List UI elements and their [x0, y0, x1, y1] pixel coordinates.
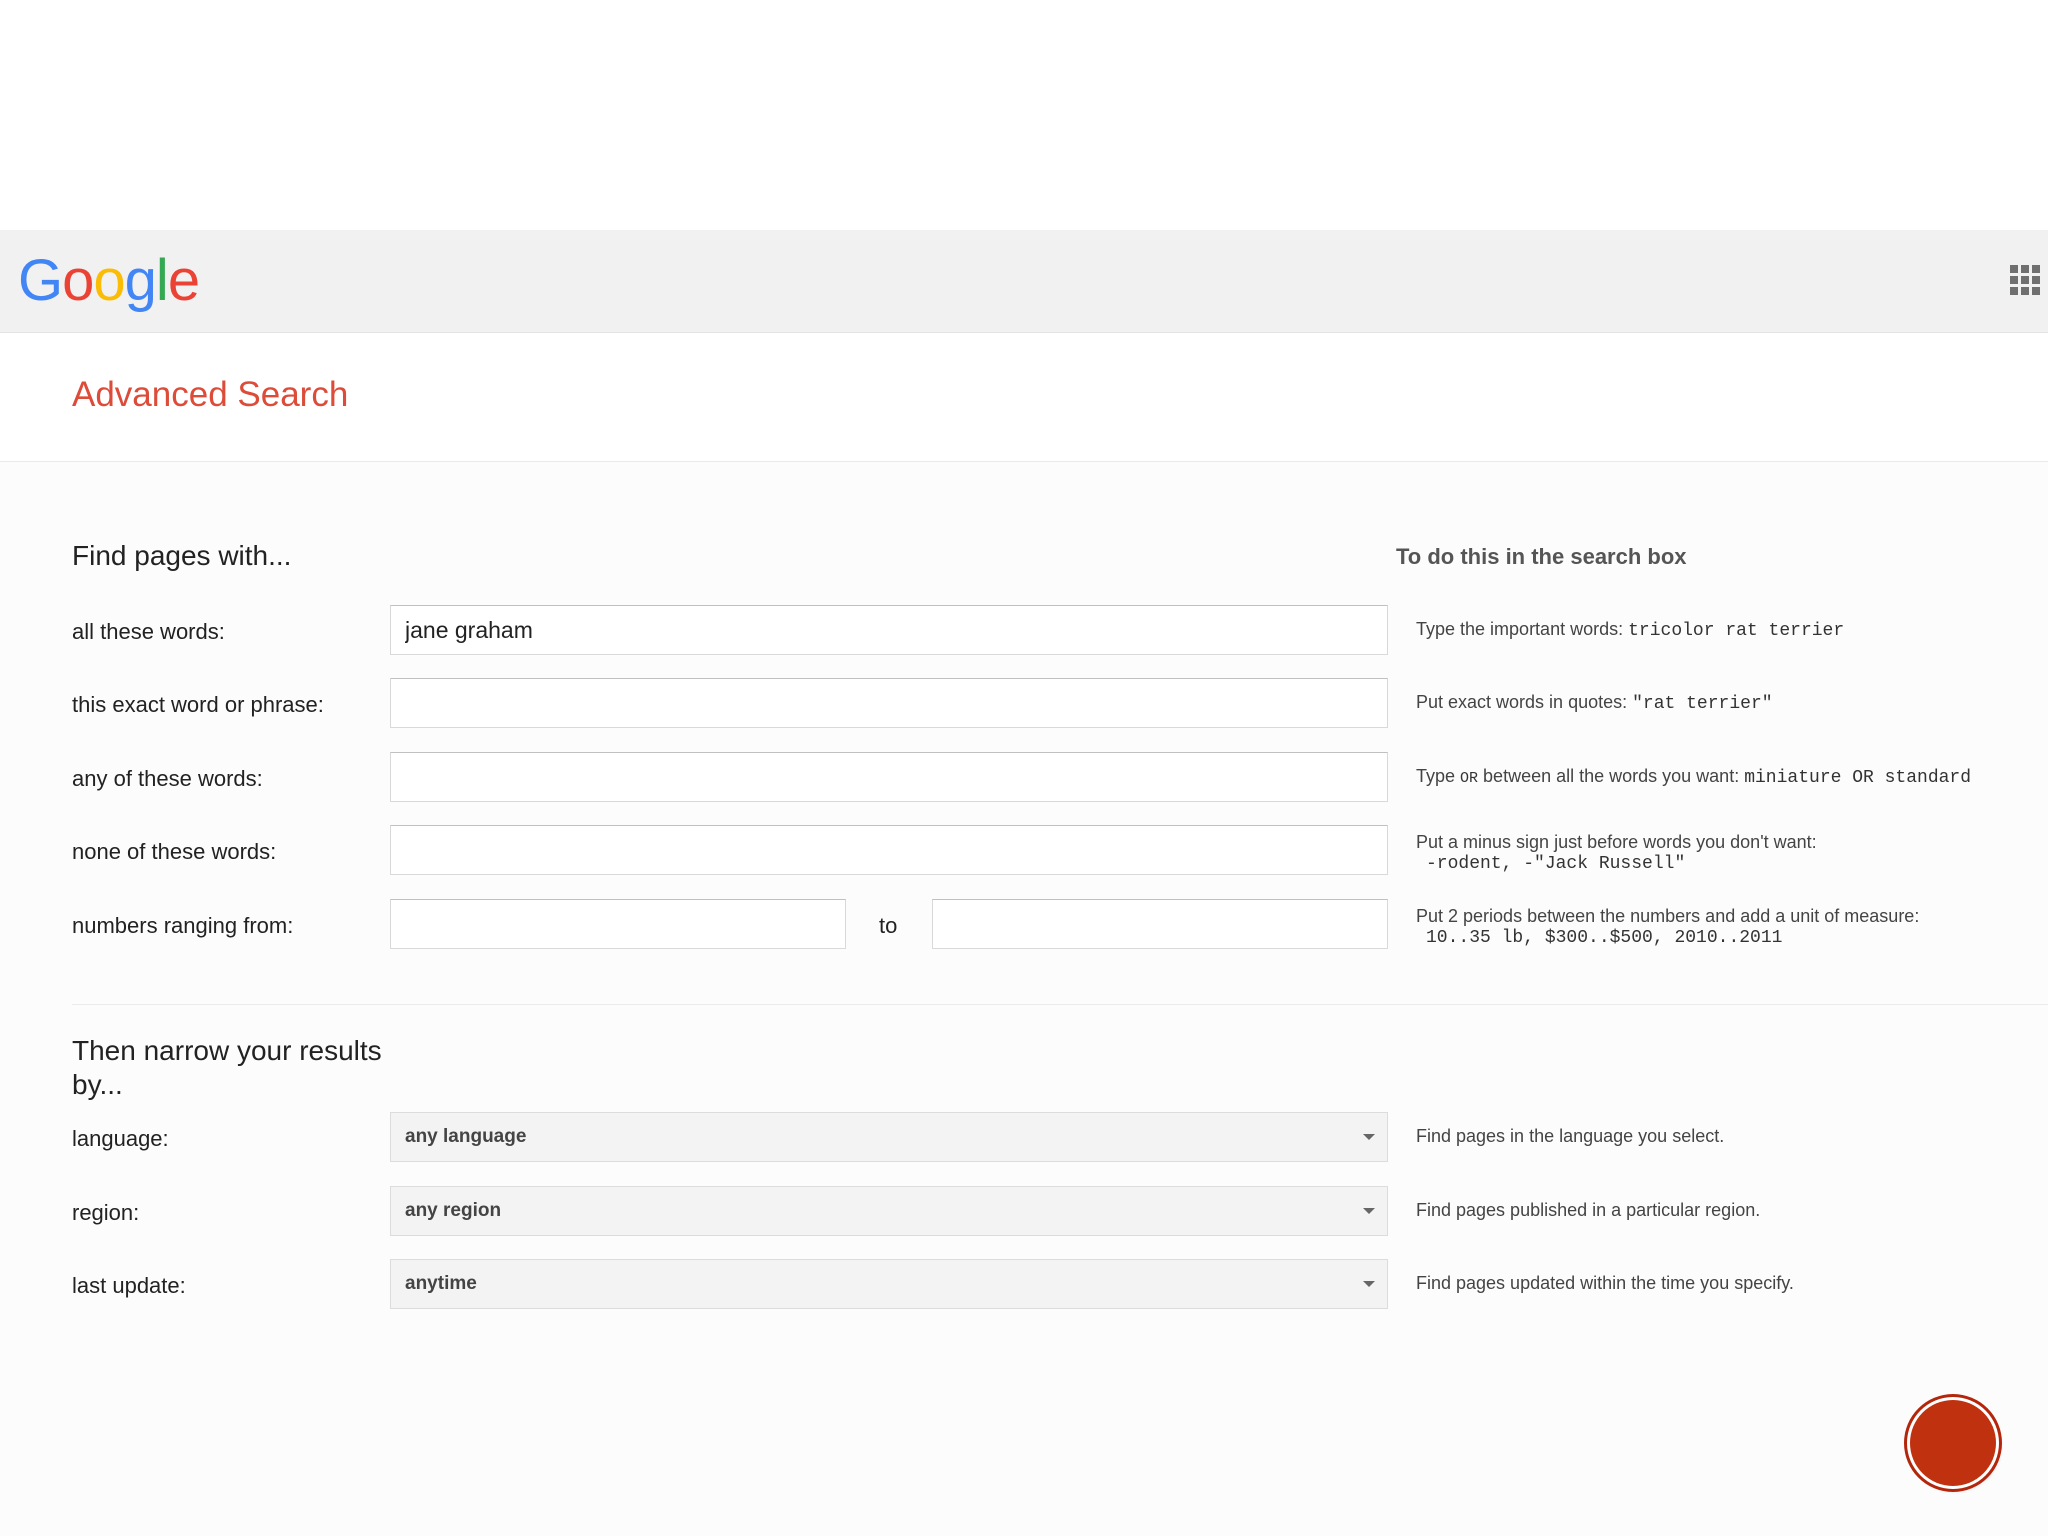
hint-example: "rat terrier" — [1632, 694, 1773, 714]
page-header — [0, 333, 2048, 462]
dropdown-arrow-icon — [1363, 1134, 1375, 1140]
all-words-input[interactable] — [390, 605, 1388, 655]
language-label: language: — [72, 1126, 169, 1151]
logo-letter: l — [155, 248, 168, 313]
logo-letter: o — [62, 248, 94, 313]
select-value: any language — [405, 1126, 527, 1147]
exact-phrase-label: this exact word or phrase: — [72, 692, 324, 717]
number-range-hint — [1416, 905, 1919, 949]
any-words-hint — [1416, 766, 1971, 788]
exact-phrase-hint — [1416, 692, 1773, 714]
all-words-label: all these words: — [72, 619, 225, 644]
section-divider — [72, 1004, 2048, 1005]
region-select[interactable] — [390, 1186, 1388, 1236]
hint-example: -rodent, -"Jack Russell" — [1426, 854, 1686, 874]
dropdown-arrow-icon — [1363, 1281, 1375, 1287]
select-value: any region — [405, 1200, 502, 1221]
any-words-input[interactable] — [390, 752, 1388, 802]
any-words-label: any of these words: — [72, 766, 263, 791]
dropdown-arrow-icon — [1363, 1208, 1375, 1214]
logo-letter: g — [124, 248, 156, 313]
hint-text: Put 2 periods between the numbers and add a unit of measure: — [1416, 906, 1920, 926]
none-words-row — [0, 825, 2048, 877]
language-row — [0, 1112, 2048, 1164]
page-title: Advanced Search — [72, 375, 349, 414]
hint-text: Type the important words: — [1416, 619, 1629, 639]
google-logo[interactable] — [18, 246, 199, 316]
last-update-row — [0, 1259, 2048, 1311]
number-range-label: numbers ranging from: — [72, 913, 294, 938]
language-select[interactable] — [390, 1112, 1388, 1162]
record-button[interactable] — [1910, 1400, 1996, 1486]
logo-letter: e — [167, 248, 200, 313]
none-words-hint — [1416, 831, 1817, 875]
range-to-input[interactable] — [932, 899, 1388, 949]
all-words-hint — [1416, 619, 1844, 641]
hint-text: Type — [1416, 766, 1461, 786]
last-update-hint: Find pages updated within the time you specify. — [1416, 1273, 1794, 1293]
hint-example: tricolor rat terrier — [1628, 621, 1845, 641]
last-update-label: last update: — [72, 1273, 186, 1298]
region-hint: Find pages published in a particular region. — [1416, 1200, 1761, 1220]
logo-letter: G — [18, 248, 63, 313]
hint-text: between all the words you want: — [1478, 766, 1745, 786]
narrow-results-heading — [72, 1034, 382, 1102]
none-words-label: none of these words: — [72, 839, 277, 864]
logo-letter: o — [93, 248, 125, 313]
hint-example: 10..35 lb, $300..$500, 2010..2011 — [1426, 928, 1783, 948]
find-pages-heading: Find pages with... — [72, 540, 292, 571]
heading-line: by... — [72, 1069, 123, 1100]
top-bar — [0, 230, 2048, 333]
hint-text: Put exact words in quotes: — [1416, 692, 1633, 712]
region-row — [0, 1186, 2048, 1238]
language-hint: Find pages in the language you select. — [1416, 1126, 1725, 1146]
region-label: region: — [72, 1200, 140, 1225]
select-value: anytime — [405, 1273, 477, 1294]
none-words-input[interactable] — [390, 825, 1388, 875]
exact-phrase-row — [0, 678, 2048, 730]
any-words-row — [0, 752, 2048, 804]
advanced-search-form — [0, 462, 2048, 1536]
hint-operator: OR — [1460, 770, 1479, 787]
hint-example: miniature OR standard — [1744, 768, 1972, 788]
all-words-row — [0, 605, 2048, 657]
exact-phrase-input[interactable] — [390, 678, 1388, 728]
apps-grid-icon[interactable] — [2010, 265, 2040, 295]
heading-line: Then narrow your results — [72, 1035, 382, 1066]
range-from-input[interactable] — [390, 899, 846, 949]
number-range-row — [0, 899, 2048, 951]
last-update-select[interactable] — [390, 1259, 1388, 1309]
range-to-label: to — [879, 913, 898, 938]
hint-heading: To do this in the search box — [1396, 544, 1687, 569]
hint-text: Put a minus sign just before words you don't want: — [1416, 832, 1817, 852]
